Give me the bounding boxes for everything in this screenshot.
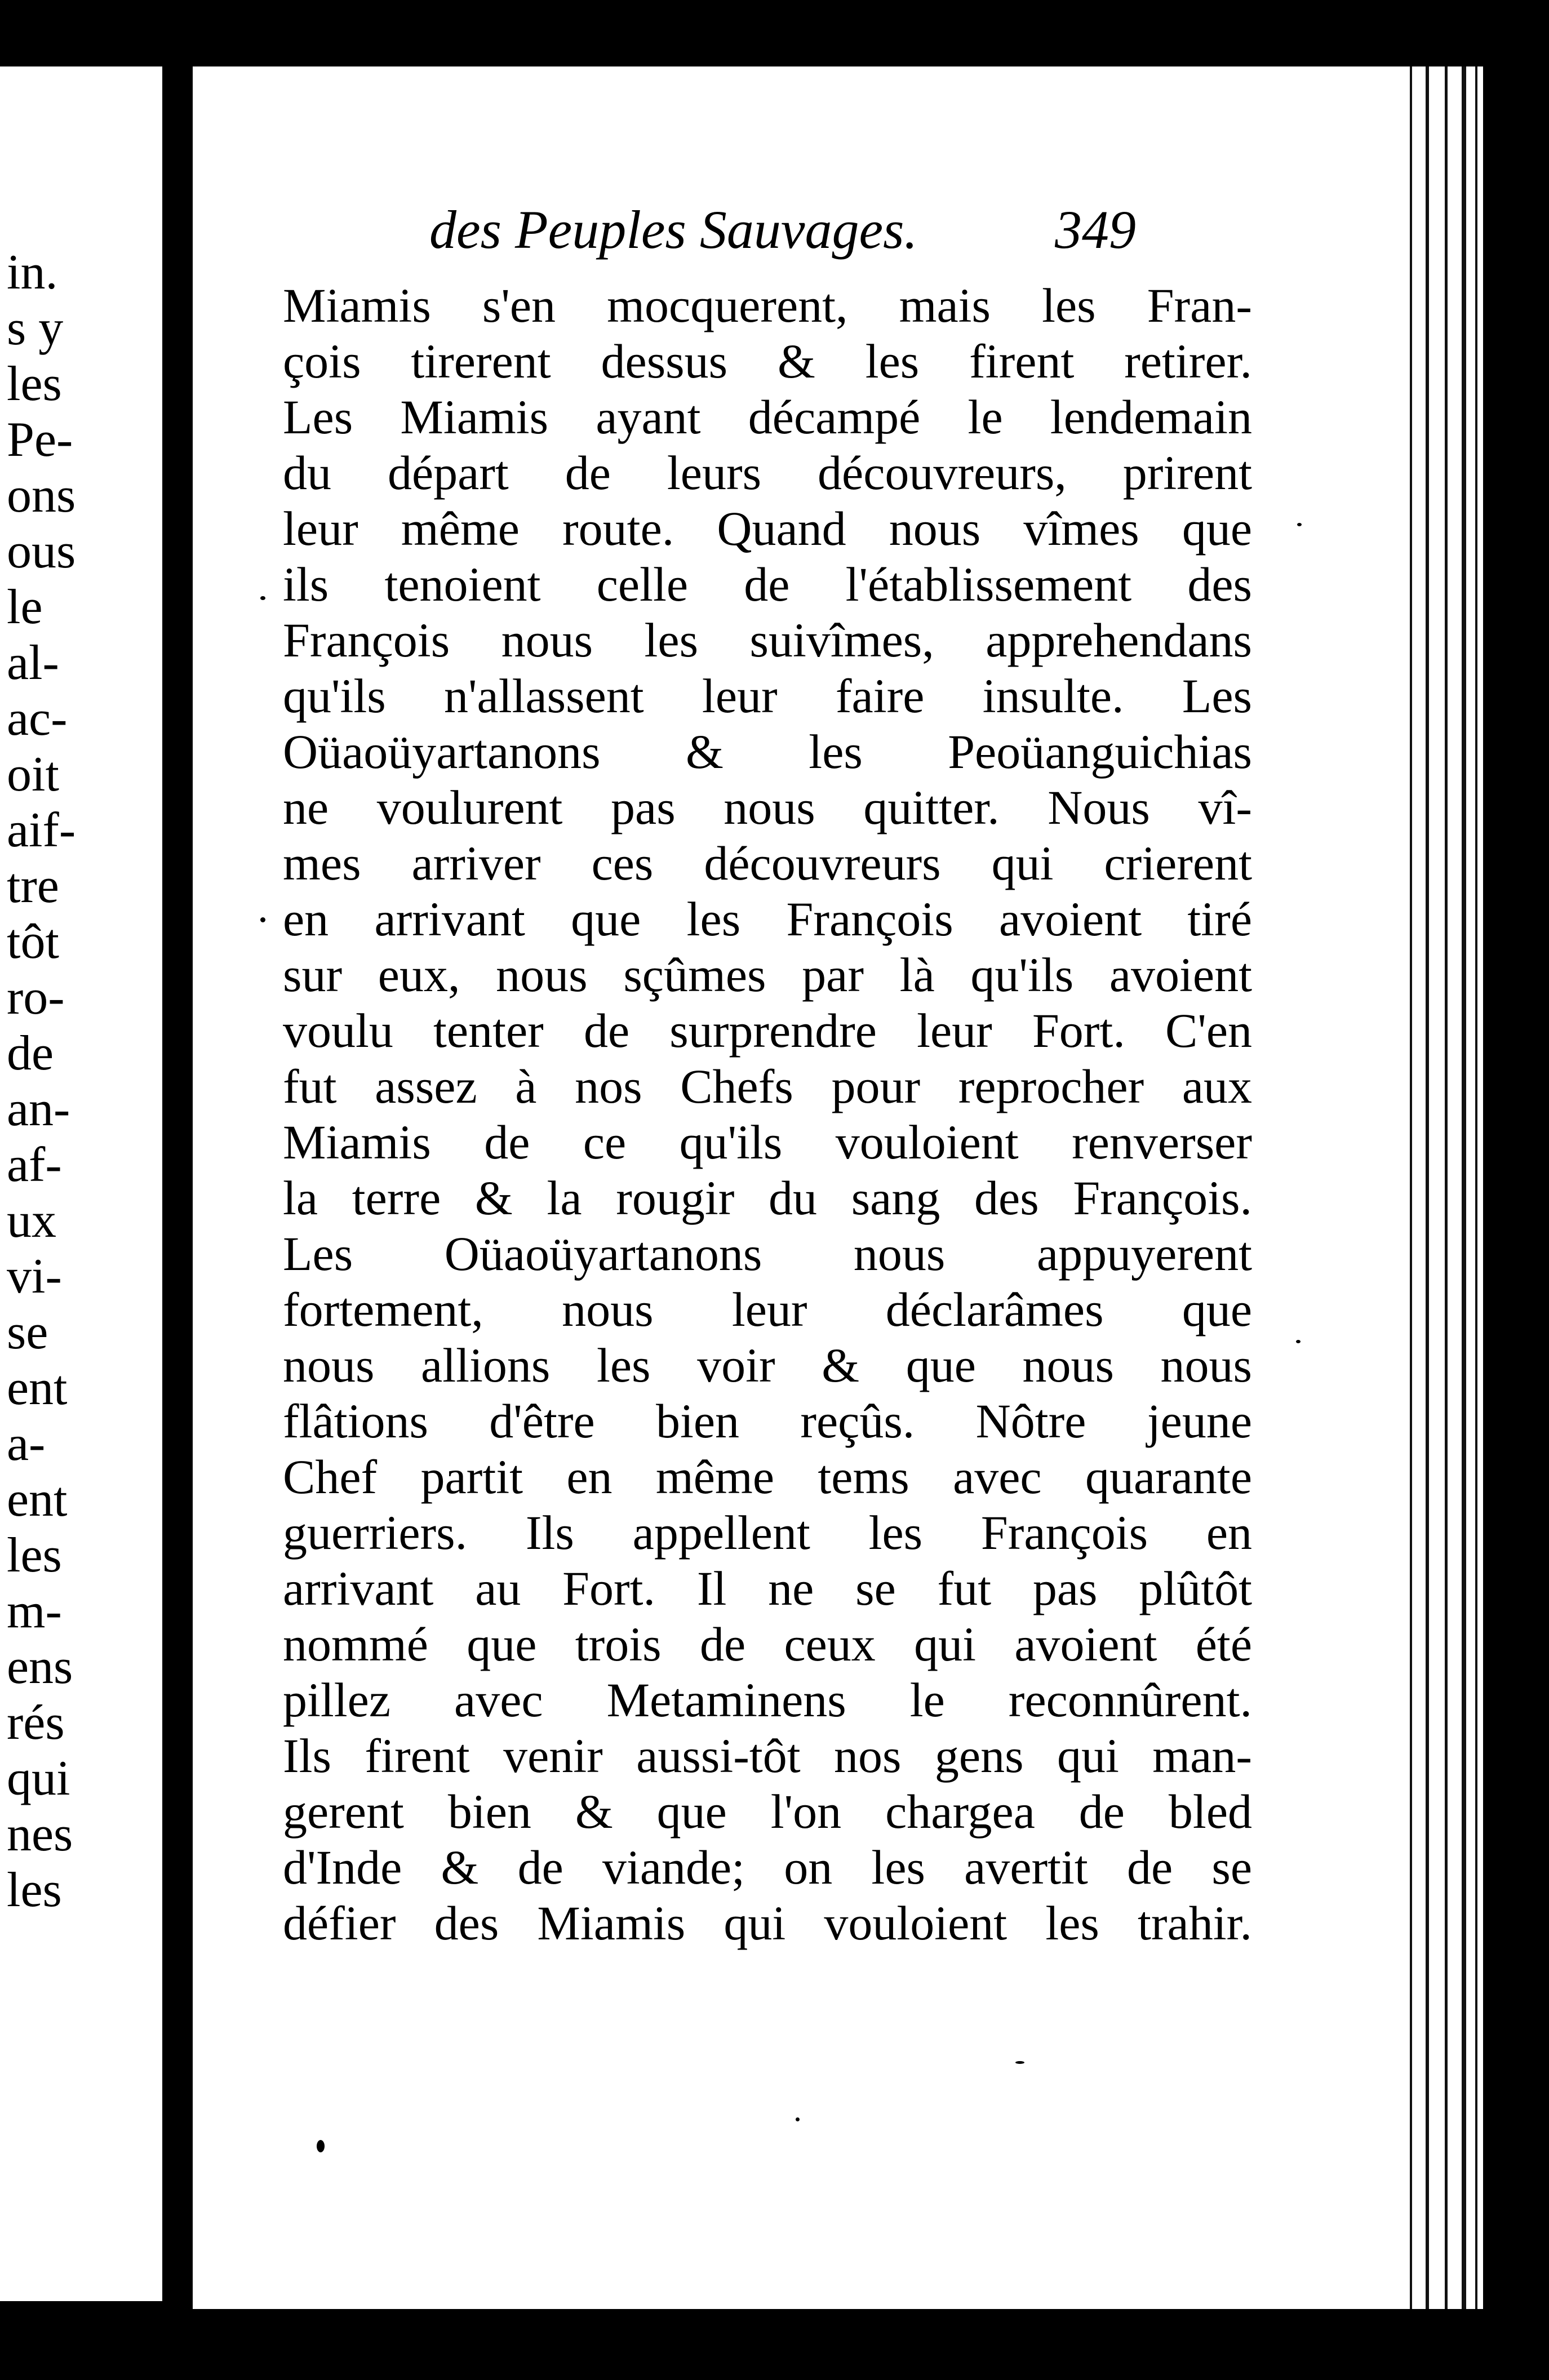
previous-page-line-fragment: in. — [7, 245, 58, 300]
text-line: du départ de leurs découvreurs, prirent — [283, 446, 1252, 500]
previous-page-line-fragment: les — [7, 1528, 62, 1583]
text-line: guerriers. Ils appellent les François en — [283, 1506, 1252, 1560]
text-line: mes arriver ces découvreurs qui crierent — [283, 836, 1252, 890]
scan-speck — [1296, 1340, 1301, 1343]
previous-page-line-fragment: Pe- — [7, 412, 73, 467]
text-line: flâtions d'être bien reçûs. Nôtre jeune — [283, 1394, 1252, 1448]
previous-page-line-fragment: les — [7, 1863, 62, 1917]
previous-page-line-fragment: de — [7, 1026, 54, 1081]
previous-page-line-fragment: ons — [7, 468, 76, 523]
text-line: gerent bien & que l'on chargea de bled — [283, 1784, 1252, 1839]
text-line: ne voulurent pas nous quitter. Nous vî- — [283, 780, 1252, 834]
text-line: Oüaoüyartanons & les Peoüanguichias — [283, 725, 1252, 779]
text-line: d'Inde & de viande; on les avertit de se — [283, 1840, 1252, 1894]
page-number: 349 — [1055, 199, 1136, 260]
text-line: Ils firent venir aussi-tôt nos gens qui man- — [283, 1729, 1252, 1783]
text-line: la terre & la rougir du sang des François. — [283, 1171, 1252, 1225]
text-line: qu'ils n'allassent leur faire insulte. Les — [283, 669, 1252, 723]
body-text — [283, 278, 1252, 1951]
text-line: Miamis de ce qu'ils vouloient renverser — [283, 1115, 1252, 1169]
text-line: ils tenoient celle de l'établissement des — [283, 557, 1252, 611]
previous-page-line-fragment: ro- — [7, 970, 65, 1025]
previous-page-line-fragment: s y — [7, 301, 64, 356]
text-line: Chef partit en même tems avec quarante — [283, 1450, 1252, 1504]
page-edge-stack — [1399, 66, 1483, 2309]
page-edge-line — [1445, 66, 1448, 2309]
page-header — [193, 197, 1399, 270]
text-line: François nous les suivîmes, apprehendans — [283, 613, 1252, 667]
running-head: des Peuples Sauvages. — [429, 199, 918, 260]
text-line: en arrivant que les François avoient tiré — [283, 892, 1252, 946]
scan-speck — [260, 917, 265, 922]
text-line: Les Oüaoüyartanons nous appuyerent — [283, 1227, 1252, 1281]
book-page — [193, 66, 1399, 2309]
previous-page-line-fragment: tre — [7, 859, 59, 913]
previous-page-line-fragment: nes — [7, 1807, 73, 1862]
previous-page-line-fragment: se — [7, 1305, 48, 1360]
scan-speck — [317, 2140, 325, 2152]
text-line: leur même route. Quand nous vîmes que — [283, 501, 1252, 556]
text-line: voulu tenter de surprendre leur Fort. C'en — [283, 1003, 1252, 1058]
previous-page-line-fragment: a- — [7, 1417, 46, 1471]
previous-page-line-fragment: qui — [7, 1751, 70, 1806]
scan-speck — [1297, 523, 1302, 526]
text-line: nous allions les voir & que nous nous — [283, 1338, 1252, 1392]
text-line: fortement, nous leur déclarâmes que — [283, 1282, 1252, 1336]
previous-page-line-fragment: tôt — [7, 914, 59, 969]
text-line: çois tirerent dessus & les firent retirer. — [283, 334, 1252, 388]
scan-speck — [260, 596, 265, 600]
text-line: défier des Miamis qui vouloient les trahir. — [283, 1896, 1252, 1950]
previous-page-line-fragment: ent — [7, 1472, 68, 1527]
scan-speck — [1015, 2061, 1024, 2064]
text-line: nommé que trois de ceux qui avoient été — [283, 1617, 1252, 1671]
page-edge-line — [1410, 66, 1412, 2309]
text-line: fut assez à nos Chefs pour reprocher aux — [283, 1059, 1252, 1113]
previous-page-line-fragment: ent — [7, 1361, 68, 1415]
previous-page-line-fragment: af- — [7, 1138, 62, 1192]
previous-page-line-fragment: rés — [7, 1695, 65, 1750]
text-line: pillez avec Metaminens le reconnûrent. — [283, 1673, 1252, 1727]
previous-page-line-fragment: ous — [7, 524, 76, 579]
previous-page-line-fragment: vi- — [7, 1249, 62, 1304]
previous-page-line-fragment: m- — [7, 1584, 62, 1639]
previous-page-line-fragment: an- — [7, 1082, 70, 1136]
text-line: arrivant au Fort. Il ne se fut pas plûtôt — [283, 1561, 1252, 1615]
previous-page-line-fragment: oit — [7, 747, 59, 802]
page-edge-line — [1462, 66, 1466, 2309]
book-gutter — [162, 56, 193, 2321]
page-edge-line — [1426, 66, 1429, 2309]
previous-page-line-fragment: ux — [7, 1193, 56, 1248]
previous-page-line-fragment: ens — [7, 1640, 73, 1694]
previous-page-line-fragment: le — [7, 580, 43, 634]
previous-page-line-fragment: les — [7, 357, 62, 411]
previous-page-line-fragment: aif- — [7, 803, 76, 858]
scan-border — [1483, 0, 1549, 2380]
previous-page-line-fragment: ac- — [7, 691, 68, 746]
scan-speck — [796, 2117, 800, 2121]
previous-page-margin — [0, 66, 162, 2301]
previous-page-line-fragment: al- — [7, 636, 59, 690]
page-edge-line — [1475, 66, 1477, 2309]
text-line: sur eux, nous sçûmes par là qu'ils avoient — [283, 948, 1252, 1002]
text-line: Miamis s'en mocquerent, mais les Fran- — [283, 278, 1252, 332]
text-line: Les Miamis ayant décampé le lendemain — [283, 390, 1252, 444]
